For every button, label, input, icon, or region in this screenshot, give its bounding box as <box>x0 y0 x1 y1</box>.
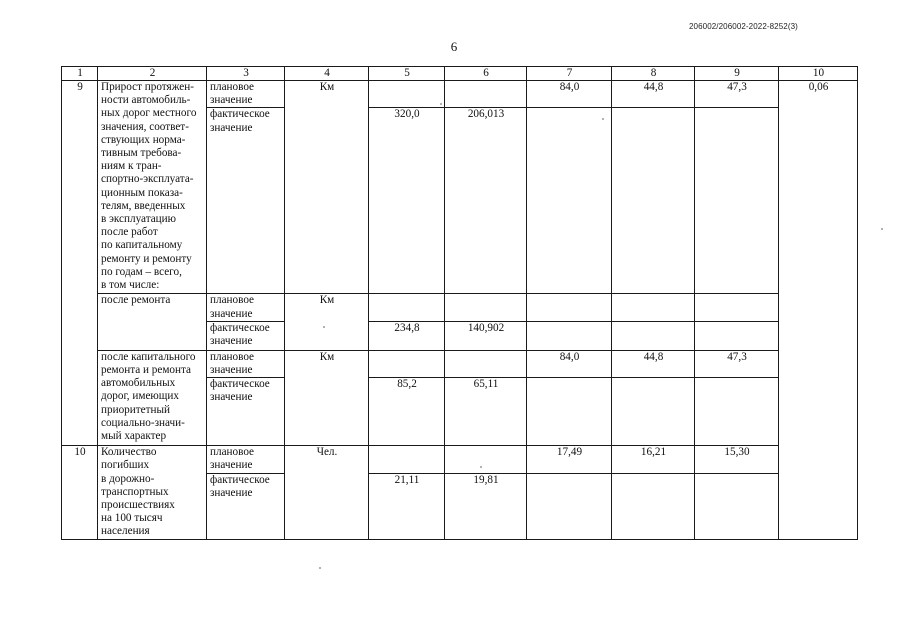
row-10-unit: Чел. <box>285 446 369 539</box>
row-9b-plan-c9: 47,3 <box>695 350 779 377</box>
row-9-fact-c8 <box>612 108 695 294</box>
row-10-fact-c6: 19,81 <box>445 473 527 539</box>
col-header-8: 8 <box>612 67 695 81</box>
row-9-indicator: Прирост протяжен- ности автомобиль- ных дорог местного значения, соответ- ствующих норма- тивным требова- ниям к тран- спортно-эксплуата- ционным показа- телям, введенных в эксплуатацию после работ по капитальному ремонту и ремонту по годам – всего, в том числе: <box>98 81 207 294</box>
scan-speck <box>440 103 442 105</box>
row-9b-plan-c7: 84,0 <box>527 350 612 377</box>
row-9a-fact-c6: 140,902 <box>445 321 527 350</box>
row-10-plan-c6 <box>445 446 527 474</box>
indicators-table <box>61 66 858 540</box>
scan-speck <box>602 118 604 120</box>
row-10-plan-c9: 15,30 <box>695 446 779 474</box>
row-9a-indicator: после ремонта <box>98 294 207 350</box>
row-9b-plan <box>62 350 858 377</box>
row-9-plan <box>62 81 858 108</box>
row-9-plan-c9: 47,3 <box>695 81 779 108</box>
row-10-plan-c8: 16,21 <box>612 446 695 474</box>
row-9a-plan-label: плановое значение <box>207 294 285 321</box>
row-9a-plan-c8 <box>612 294 695 321</box>
row-9a-plan-c5 <box>369 294 445 321</box>
row-9a-plan-c9 <box>695 294 779 321</box>
row-9-fact-label: фактическое значение <box>207 108 285 294</box>
col-header-3: 3 <box>207 67 285 81</box>
col-header-5: 5 <box>369 67 445 81</box>
row-9a-plan-c6 <box>445 294 527 321</box>
row-10-fact-c9 <box>695 473 779 539</box>
row-9a-plan-c7 <box>527 294 612 321</box>
col-header-9: 9 <box>695 67 779 81</box>
row-9b-plan-label: плановое значение <box>207 350 285 377</box>
row-10-plan-c7: 17,49 <box>527 446 612 474</box>
row-9a-fact-c5: 234,8 <box>369 321 445 350</box>
row-10-number: 10 <box>62 446 98 539</box>
scan-speck <box>319 567 321 569</box>
scan-speck <box>323 326 325 328</box>
row-9a-fact-label: фактическое значение <box>207 321 285 350</box>
row-9b-fact-c5: 85,2 <box>369 378 445 446</box>
row-10-plan-label: плановое значение <box>207 446 285 474</box>
row-9b-fact-label: фактическое значение <box>207 378 285 446</box>
row-9b-fact-c8 <box>612 378 695 446</box>
row-9-fact-c9 <box>695 108 779 294</box>
row-10-fact-c7 <box>527 473 612 539</box>
row-9b-fact-c6: 65,11 <box>445 378 527 446</box>
row-9-fact-c7 <box>527 108 612 294</box>
col-header-6: 6 <box>445 67 527 81</box>
row-9b-unit: Км <box>285 350 369 445</box>
col-header-10: 10 <box>779 67 858 81</box>
row-9a-plan <box>62 294 858 321</box>
col-header-7: 7 <box>527 67 612 81</box>
row-10-fact-c8 <box>612 473 695 539</box>
row-10-fact-label: фактическое значение <box>207 473 285 539</box>
row-9b-plan-c8: 44,8 <box>612 350 695 377</box>
row-9a-unit: Км <box>285 294 369 350</box>
row-10-fact-c5: 21,11 <box>369 473 445 539</box>
row-9-unit: Км <box>285 81 369 294</box>
document-stamp: 206002/206002-2022-8252(3) <box>689 22 798 31</box>
row-9-plan-c5 <box>369 81 445 108</box>
row-9-plan-c8: 44,8 <box>612 81 695 108</box>
col-header-4: 4 <box>285 67 369 81</box>
row-9b-fact-c7 <box>527 378 612 446</box>
row-9a-fact-c8 <box>612 321 695 350</box>
scan-speck <box>480 466 482 468</box>
row-9-number: 9 <box>62 81 98 446</box>
row-10-indicator: Количество погибших в дорожно- транспортных происшествиях на 100 тысяч населения <box>98 446 207 539</box>
column-number-row <box>62 67 858 81</box>
page-number: 6 <box>450 39 458 54</box>
row-9b-plan-c5 <box>369 350 445 377</box>
row-10-plan-c5 <box>369 446 445 474</box>
row-9-plan-c6 <box>445 81 527 108</box>
row-9b-indicator: после капитального ремонта и ремонта автомобильных дорог, имеющих приоритетный социально-значи- мый характер <box>98 350 207 445</box>
col-header-2: 2 <box>98 67 207 81</box>
row-9-plan-label: плановое значение <box>207 81 285 108</box>
row-10-plan <box>62 446 858 474</box>
row-9-c10: 0,06 <box>779 81 858 540</box>
row-9-fact-c6: 206,013 <box>445 108 527 294</box>
row-9b-fact-c9 <box>695 378 779 446</box>
scan-speck <box>881 228 883 230</box>
row-9-plan-c7: 84,0 <box>527 81 612 108</box>
row-9-fact-c5: 320,0 <box>369 108 445 294</box>
row-9a-fact-c9 <box>695 321 779 350</box>
row-9a-fact-c7 <box>527 321 612 350</box>
col-header-1: 1 <box>62 67 98 81</box>
row-9b-plan-c6 <box>445 350 527 377</box>
